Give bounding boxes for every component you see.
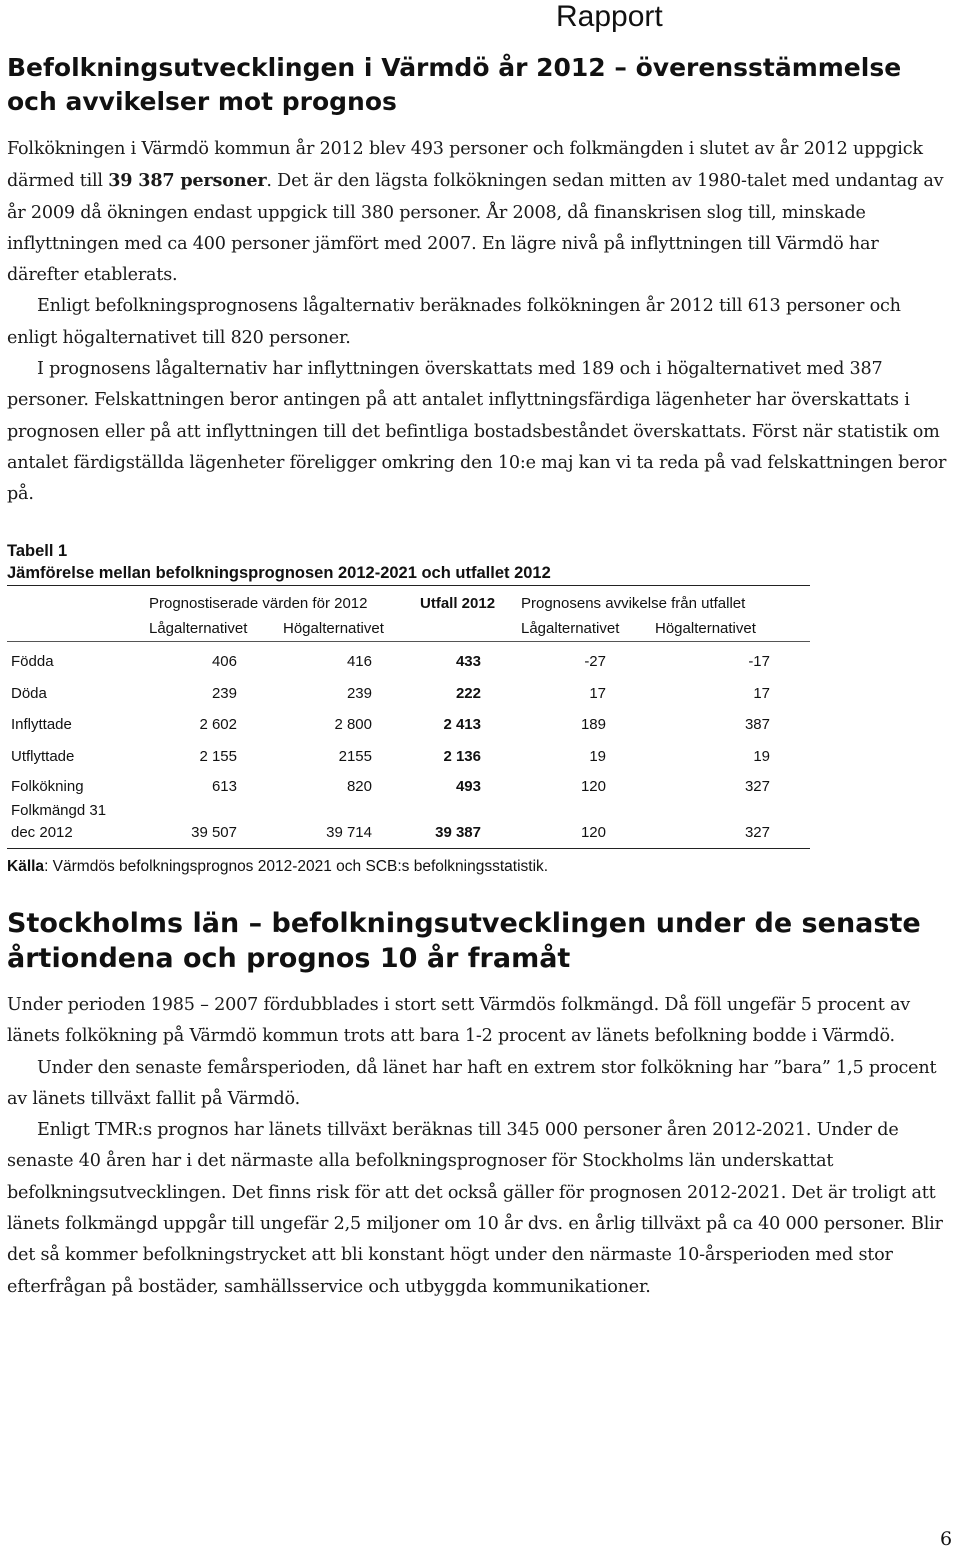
row-utfall-value: 433 bbox=[455, 653, 481, 670]
header-prognos-group: Prognostiserade värden för 2012 bbox=[149, 595, 368, 612]
section1-heading bbox=[7, 51, 957, 119]
comparison-table bbox=[7, 585, 810, 849]
row-avvikelse-hog-value: 387 bbox=[744, 716, 770, 733]
section2-paragraph-3: Enligt TMR:s prognos har länets tillväxt beräknas till 345 000 personer åren 2012-2021. Under de senaste 40 åren har i det närmaste alla befolkningsprognoser för Stockholms län underskattat befolkningsutvecklingen. Det finns risk för att det också gäller för prognosen 2012-2021. Det är troligt att länets folkmängd uppgår till ungefär 2,5 miljoner om 10 år dvs. en årlig tillväxt på ca 40 000 personer. Blir det så kommer befolkningstrycket att bli konstant högt under den närmaste 10-årsperioden med stor efterfrågan på bostäder, samhällsservice och utbyggda kommunikationer. bbox=[7, 1120, 943, 1297]
table-subtitle: Jämförelse mellan befolkningsprognosen 2012-2021 och utfallet 2012 bbox=[7, 564, 551, 582]
section2-body bbox=[7, 990, 955, 1303]
row-hog-value: 2155 bbox=[338, 748, 372, 765]
section1-p1-bold: 39 387 personer bbox=[108, 170, 267, 192]
section2-heading-line1: Stockholms län – befolkningsutvecklingen under de senaste bbox=[7, 908, 921, 939]
page-number: 6 bbox=[940, 1528, 953, 1550]
section1-paragraph-3: I prognosens lågalternativ har inflyttningen överskattats med 189 och i högalternativet med 387 personer. Felskattningen beror antingen på att antalet inflyttningsfärdiga lägenheter har överskattats i prognosen eller på att inflyttningen till det befintliga bostadsbeståndet överskattats. Först när statistik om antalet färdigställda lägenheter föreligger omkring den 10:e maj kan vi ta reda på vad felskattningen beror på. bbox=[7, 359, 947, 505]
header-hogalternativ: Högalternativet bbox=[283, 620, 384, 637]
section1-body bbox=[7, 134, 955, 511]
row-label-line2: dec 2012 bbox=[11, 824, 73, 841]
row-utfall-value: 39 387 bbox=[435, 824, 481, 841]
row-avvikelse-lag-value: 189 bbox=[580, 716, 606, 733]
section2-paragraph-2: Under den senaste femårsperioden, då länet har haft en extrem stor folkökning har ”bara” 1,5 procent av länets tillväxt fallit på Värmdö. bbox=[7, 1057, 937, 1109]
table-title: Tabell 1 bbox=[7, 542, 68, 560]
row-utfall-value: 2 136 bbox=[443, 748, 481, 765]
header-avvikelse-hog: Högalternativet bbox=[655, 620, 756, 637]
report-header-label: Rapport bbox=[556, 0, 663, 33]
row-lag-value: 39 507 bbox=[191, 824, 237, 841]
section1-paragraph-2: Enligt befolkningsprognosens lågalternativ beräknades folkökningen år 2012 till 613 personer och enligt högalternativet till 820 personer. bbox=[7, 296, 901, 348]
row-avvikelse-hog-value: 327 bbox=[744, 778, 770, 795]
row-utfall-value: 222 bbox=[455, 685, 481, 702]
section1-heading-line2: och avvikelser mot prognos bbox=[7, 87, 397, 116]
row-hog-value: 2 800 bbox=[334, 716, 372, 733]
section2-heading bbox=[7, 906, 957, 976]
row-avvikelse-hog-value: -17 bbox=[748, 653, 770, 670]
row-lag-value: 2 155 bbox=[199, 748, 237, 765]
row-hog-value: 39 714 bbox=[326, 824, 372, 841]
row-label: Folkökning bbox=[11, 778, 84, 795]
row-lag-value: 406 bbox=[211, 653, 237, 670]
row-avvikelse-hog-value: 327 bbox=[744, 824, 770, 841]
row-label: Folkmängd 31 bbox=[11, 802, 107, 819]
row-lag-value: 613 bbox=[211, 778, 237, 795]
row-lag-value: 239 bbox=[211, 685, 237, 702]
row-avvikelse-lag-value: 17 bbox=[589, 685, 606, 702]
section2-heading-line2: årtiondena och prognos 10 år framåt bbox=[7, 943, 571, 974]
section1-p1-text-b: . Det är den lägsta folkökningen sedan mitten av 1980-talet med undantag av år 2009 då ökningen endast uppgick till 380 personer. År 2008, då finanskrisen slog till, minskade inflyttningen med ca 400 personer jämfört med 2007. En lägre nivå på inflyttningen till Värmdö har därefter etablerats. bbox=[7, 171, 944, 286]
row-avvikelse-lag-value: 120 bbox=[580, 778, 606, 795]
source-text: : Värmdös befolkningsprognos 2012-2021 och SCB:s befolkningsstatistik. bbox=[44, 858, 549, 875]
row-hog-value: 820 bbox=[346, 778, 372, 795]
row-label: Inflyttade bbox=[11, 716, 72, 733]
header-avvikelse-lag: Lågalternativet bbox=[521, 620, 620, 637]
row-label: Födda bbox=[11, 653, 54, 670]
row-avvikelse-lag-value: 19 bbox=[589, 748, 606, 765]
header-separator bbox=[7, 641, 810, 642]
section1-paragraph-1 bbox=[7, 134, 955, 291]
table-source bbox=[7, 858, 548, 876]
row-utfall-value: 2 413 bbox=[443, 716, 481, 733]
row-utfall-value: 493 bbox=[455, 778, 481, 795]
header-lagalternativ: Lågalternativet bbox=[149, 620, 248, 637]
header-utfall-group: Utfall 2012 bbox=[420, 595, 496, 612]
section1-heading-line1: Befolkningsutvecklingen i Värmdö år 2012 – överensstämmelse bbox=[7, 53, 902, 82]
section1-p1-text-a: Folkökningen i Värmdö kommun år 2012 blev 493 personer och folkmängden i slutet av år 2012 uppgick därmed till bbox=[7, 139, 923, 192]
row-label: Döda bbox=[11, 685, 47, 702]
row-avvikelse-hog-value: 17 bbox=[753, 685, 770, 702]
row-avvikelse-lag-value: 120 bbox=[580, 824, 606, 841]
row-avvikelse-hog-value: 19 bbox=[753, 748, 770, 765]
header-avvikelse-group: Prognosens avvikelse från utfallet bbox=[521, 595, 746, 612]
row-hog-value: 239 bbox=[346, 685, 372, 702]
source-label: Källa bbox=[7, 858, 45, 875]
row-avvikelse-lag-value: -27 bbox=[584, 653, 606, 670]
row-hog-value: 416 bbox=[346, 653, 372, 670]
row-lag-value: 2 602 bbox=[199, 716, 237, 733]
section2-paragraph-1: Under perioden 1985 – 2007 fördubblades i stort sett Värmdös folkmängd. Då föll ungefär 5 procent av länets folkökning på Värmdö kommun trots att bara 1-2 procent av länets befolkning bodde i Värmdö. bbox=[7, 995, 911, 1047]
row-label: Utflyttade bbox=[11, 748, 75, 765]
